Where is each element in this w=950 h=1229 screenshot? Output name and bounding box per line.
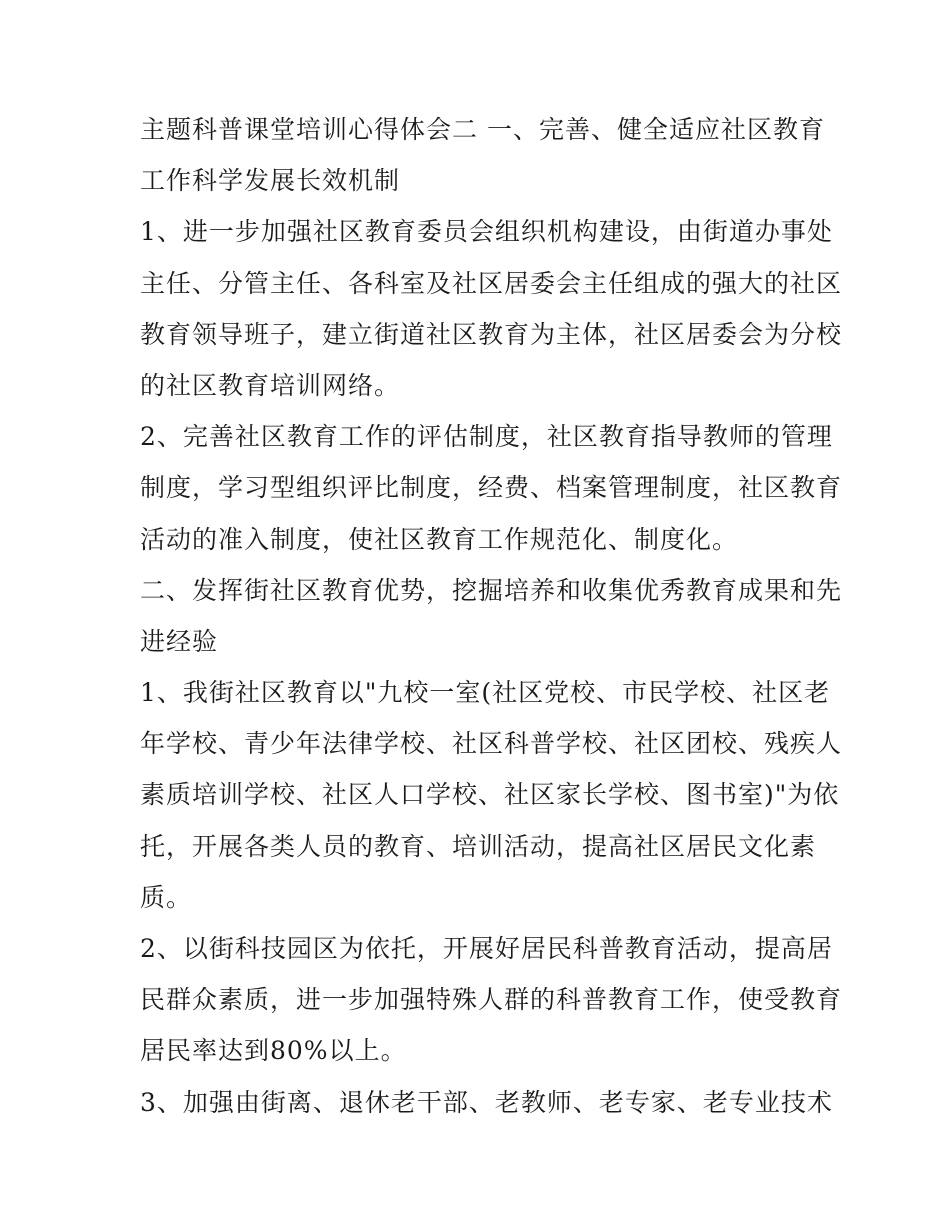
text-line-9: 活动的准入制度，使社区教育工作规范化、制度化。 [140, 524, 739, 554]
text-line-14: 素质培训学校、社区人口学校、社区家长学校、图书室)"为依 [140, 780, 840, 810]
text-line-17: 2、以街科技园区为依托，开展好居民科普教育活动，提高居 [140, 934, 833, 963]
text-line-12: 1、我街社区教育以"九校一室(社区党校、市民学校、社区老 [140, 678, 831, 708]
text-line-10: 二、发挥街社区教育优势，挖掘培养和收集优秀教育成果和先 [140, 575, 843, 605]
text-line-2: 工作科学发展长效机制 [140, 166, 401, 196]
text-line-20: 3、加强由街离、退休老干部、老教师、老专家、老专业技术 [140, 1087, 833, 1117]
text-line-1: 主题科普课堂培训心得体会二 一、完善、健全适应社区教育 [140, 115, 825, 144]
text-line-11: 进经验 [140, 626, 219, 656]
text-line-16: 质。 [140, 882, 193, 912]
text-line-8: 制度，学习型组织评比制度，经费、档案管理制度，社区教育 [140, 473, 843, 503]
text-line-3: 1、进一步加强社区教育委员会组织机构建设，由街道办事处 [140, 217, 833, 247]
document-body [140, 104, 843, 1128]
text-line-5: 教育领导班子，建立街道社区教育为主体，社区居委会为分校 [140, 319, 843, 349]
text-line-18: 民群众素质，进一步加强特殊人群的科普教育工作，使受教育 [140, 985, 843, 1015]
text-line-4: 主任、分管主任、各科室及社区居委会主任组成的强大的社区 [140, 268, 843, 298]
text-line-13: 年学校、青少年法律学校、社区科普学校、社区团校、残疾人 [140, 729, 843, 759]
text-line-15: 托，开展各类人员的教育、培训活动，提高社区居民文化素 [140, 831, 817, 861]
text-line-19: 居民率达到80%以上。 [140, 1036, 407, 1066]
text-line-7: 2、完善社区教育工作的评估制度，社区教育指导教师的管理 [140, 422, 833, 452]
text-line-6: 的社区教育培训网络。 [140, 370, 401, 400]
